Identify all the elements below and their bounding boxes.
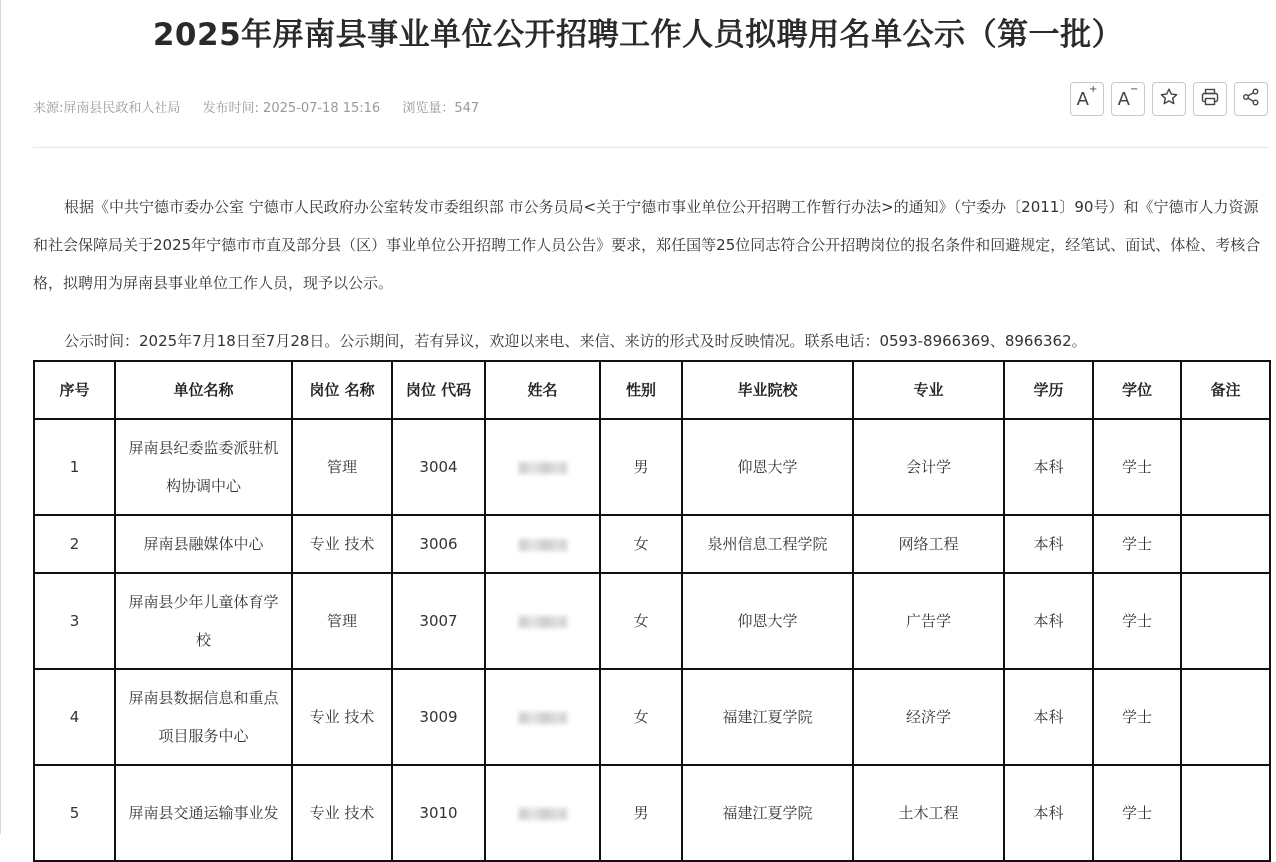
redaction-blur — [519, 462, 567, 474]
star-icon — [1159, 87, 1179, 112]
table-row — [34, 669, 1270, 765]
cell-code: 3004 — [392, 419, 485, 515]
cell-name-redacted — [485, 669, 600, 765]
cell-note — [1181, 515, 1270, 573]
cell-post: 专业 技术 — [292, 669, 392, 765]
cell-no: 1 — [34, 419, 115, 515]
cell-education: 本科 — [1004, 765, 1093, 861]
cell-education: 本科 — [1004, 419, 1093, 515]
cell-unit: 屏南县纪委监委派驻机构协调中心 — [115, 419, 292, 515]
cell-degree: 学士 — [1093, 765, 1181, 861]
page-left-border — [0, 0, 1, 834]
cell-name-redacted — [485, 573, 600, 669]
page-title: 2025年屏南县事业单位公开招聘工作人员拟聘用名单公示（第一批） — [152, 16, 1124, 53]
cell-gender: 女 — [600, 573, 682, 669]
font-increase-icon: A+ — [1076, 83, 1098, 110]
meta-divider — [33, 147, 1269, 148]
body-paragraph-2: 公示时间：2025年7月18日至7月28日。公示期间，若有异议，欢迎以来电、来信、来访的形式及时反映情况。联系电话：0593-8966369、8966362。 — [64, 332, 1087, 350]
cell-school: 仰恩大学 — [682, 573, 853, 669]
cell-degree: 学士 — [1093, 515, 1181, 573]
cell-education: 本科 — [1004, 669, 1093, 765]
cell-gender: 男 — [600, 765, 682, 861]
cell-major: 经济学 — [853, 669, 1004, 765]
cell-no: 2 — [34, 515, 115, 573]
font-increase-button[interactable] — [1070, 82, 1104, 116]
cell-code: 3006 — [392, 515, 485, 573]
header-unit: 单位名称 — [115, 361, 292, 419]
header-education: 学历 — [1004, 361, 1093, 419]
cell-education: 本科 — [1004, 573, 1093, 669]
cell-no: 5 — [34, 765, 115, 861]
article-view-count: 浏览量：547 — [402, 101, 480, 116]
redaction-blur — [519, 616, 567, 628]
cell-code: 3009 — [392, 669, 485, 765]
table-row — [34, 515, 1270, 573]
cell-school: 福建江夏学院 — [682, 765, 853, 861]
header-school: 毕业院校 — [682, 361, 853, 419]
cell-degree: 学士 — [1093, 573, 1181, 669]
cell-unit: 屏南县融媒体中心 — [115, 515, 292, 573]
cell-post: 管理 — [292, 573, 392, 669]
cell-note — [1181, 419, 1270, 515]
cell-gender: 男 — [600, 419, 682, 515]
article-source: 来源:屏南县民政和人社局 — [33, 101, 181, 116]
cell-major: 广告学 — [853, 573, 1004, 669]
redaction-blur — [519, 712, 567, 724]
header-name: 姓名 — [485, 361, 600, 419]
cell-code: 3010 — [392, 765, 485, 861]
cell-post: 专业 技术 — [292, 515, 392, 573]
cell-school: 泉州信息工程学院 — [682, 515, 853, 573]
cell-major: 网络工程 — [853, 515, 1004, 573]
header-note: 备注 — [1181, 361, 1270, 419]
header-no: 序号 — [34, 361, 115, 419]
cell-gender: 女 — [600, 669, 682, 765]
cell-degree: 学士 — [1093, 419, 1181, 515]
header-degree: 学位 — [1093, 361, 1181, 419]
body-paragraph-1: 根据《中共宁德市委办公室 宁德市人民政府办公室转发市委组织部 市公务员局<关于宁德市事业单位公开招聘工作暂行办法>的通知》（宁委办〔2011〕90号）和《宁德市人力资源和社会保障局关于2025年宁德市市直及部分县（区）事业单位公开招聘工作人员公告》要求，郑任国等25位同志符合公开招聘岗位的报名条件和回避规定，经笔试、面试、体检、考核合格，拟聘用为屏南县事业单位工作人员，现予以公示。 — [33, 198, 1261, 292]
cell-major: 土木工程 — [853, 765, 1004, 861]
header-post: 岗位 名称 — [292, 361, 392, 419]
redaction-blur — [519, 539, 567, 551]
favorite-button[interactable] — [1152, 82, 1186, 116]
font-decrease-icon: A− — [1117, 83, 1139, 110]
table-row — [34, 419, 1270, 515]
article-meta — [33, 99, 497, 119]
table-row — [34, 573, 1270, 669]
cell-unit: 屏南县少年儿童体育学校 — [115, 573, 292, 669]
article-publish-time: 发布时间: 2025-07-18 15:16 — [202, 101, 381, 116]
cell-note — [1181, 669, 1270, 765]
header-gender: 性别 — [600, 361, 682, 419]
cell-name-redacted — [485, 419, 600, 515]
print-icon — [1200, 87, 1220, 112]
cell-degree: 学士 — [1093, 669, 1181, 765]
cell-school: 福建江夏学院 — [682, 669, 853, 765]
cell-major: 会计学 — [853, 419, 1004, 515]
cell-note — [1181, 573, 1270, 669]
cell-gender: 女 — [600, 515, 682, 573]
share-icon — [1241, 87, 1261, 112]
cell-no: 3 — [34, 573, 115, 669]
print-button[interactable] — [1193, 82, 1227, 116]
header-major: 专业 — [853, 361, 1004, 419]
cell-name-redacted — [485, 765, 600, 861]
table-row — [34, 765, 1270, 861]
cell-name-redacted — [485, 515, 600, 573]
cell-code: 3007 — [392, 573, 485, 669]
hire-list-table — [33, 360, 1271, 862]
redaction-blur — [519, 808, 567, 820]
cell-post: 管理 — [292, 419, 392, 515]
table-header-row — [34, 361, 1270, 419]
cell-no: 4 — [34, 669, 115, 765]
cell-unit: 屏南县交通运输事业发 — [115, 765, 292, 861]
font-decrease-button[interactable] — [1111, 82, 1145, 116]
header-code: 岗位 代码 — [392, 361, 485, 419]
cell-school: 仰恩大学 — [682, 419, 853, 515]
cell-note — [1181, 765, 1270, 861]
cell-post: 专业 技术 — [292, 765, 392, 861]
cell-education: 本科 — [1004, 515, 1093, 573]
cell-unit: 屏南县数据信息和重点项目服务中心 — [115, 669, 292, 765]
share-button[interactable] — [1234, 82, 1268, 116]
